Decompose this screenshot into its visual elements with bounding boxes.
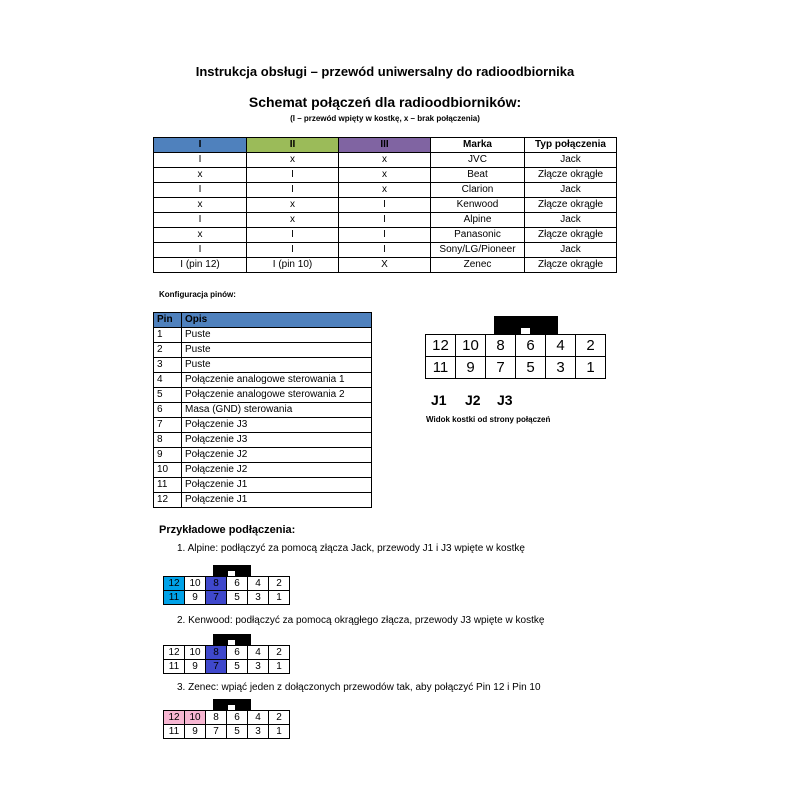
connector-pin: 9: [185, 591, 206, 605]
example-1-text: 1. Alpine: podłączyć za pomocą złącza Jack, przewody J1 i J3 wpięte w kostkę: [177, 543, 525, 554]
pin-header-cell: Opis: [182, 313, 372, 328]
connector-pin: 1: [269, 591, 290, 605]
compat-cell: I: [339, 243, 431, 258]
example-3-latch: [213, 699, 251, 710]
connector-caption: Widok kostki od strony połączeń: [426, 415, 551, 424]
example-2-latch: [213, 634, 251, 645]
connector-pin: 3: [248, 660, 269, 674]
connector-pin: 2: [576, 335, 606, 357]
pin-number: 5: [154, 388, 182, 403]
example-2-text: 2. Kenwood: podłączyć za pomocą okrągłego złącza, przewody J3 wpięte w kostkę: [177, 615, 545, 626]
pin-description: Puste: [182, 358, 372, 373]
example-3-text: 3. Zenec: wpiąć jeden z dołączonych przewodów tak, aby połączyć Pin 12 i Pin 10: [177, 682, 541, 693]
compat-cell: I: [154, 153, 247, 168]
connector-pin: 1: [269, 660, 290, 674]
compat-cell: I: [339, 198, 431, 213]
connector-pin: 5: [516, 357, 546, 379]
pin-description: Połączenie J3: [182, 433, 372, 448]
connector-pin: 9: [456, 357, 486, 379]
connector-pin: 11: [164, 725, 185, 739]
connector-pin: 10: [185, 577, 206, 591]
connector-pin: 8: [206, 577, 227, 591]
compat-header-cell: Marka: [431, 138, 525, 153]
pin-number: 2: [154, 343, 182, 358]
compat-row: [154, 213, 617, 228]
connector-pin: 1: [269, 725, 290, 739]
compat-cell: x: [247, 213, 339, 228]
pin-number: 12: [154, 493, 182, 508]
connector-pin: 5: [227, 660, 248, 674]
connector-pin: 4: [248, 577, 269, 591]
compat-cell: I: [154, 213, 247, 228]
connector-pin: 7: [206, 725, 227, 739]
connector-pin: 2: [269, 711, 290, 725]
pin-row: [154, 478, 372, 493]
connector-pin: 3: [248, 591, 269, 605]
document-title: Instrukcja obsługi – przewód uniwersalny do radioodbiornika: [195, 64, 575, 79]
example-1-latch: [213, 565, 251, 576]
compat-cell: Kenwood: [431, 198, 525, 213]
connector-pin: 10: [185, 646, 206, 660]
compat-header-cell: Typ połączenia: [525, 138, 617, 153]
pin-description: Połączenie J2: [182, 448, 372, 463]
connector-pin: 12: [426, 335, 456, 357]
label-j1: J1: [431, 392, 447, 408]
pin-description: Połączenie J1: [182, 478, 372, 493]
compat-cell: I: [247, 228, 339, 243]
example-2-connector: [163, 645, 290, 674]
connector-pin: 6: [227, 577, 248, 591]
compat-cell: x: [247, 153, 339, 168]
pin-row: [154, 343, 372, 358]
connector-pin: 11: [426, 357, 456, 379]
compatibility-table: [153, 137, 617, 273]
pin-description: Puste: [182, 328, 372, 343]
connector-pin: 4: [546, 335, 576, 357]
pin-config-label: Konfiguracja pinów:: [159, 290, 236, 299]
connector-pin: 12: [164, 711, 185, 725]
compat-cell: Złącze okrągłe: [525, 168, 617, 183]
compat-cell: x: [339, 153, 431, 168]
connector-pin: 8: [206, 646, 227, 660]
connector-pin: 11: [164, 660, 185, 674]
pin-row: [154, 493, 372, 508]
connector-pin: 4: [248, 711, 269, 725]
example-3-connector: [163, 710, 290, 739]
legend-note: (I – przewód wpięty w kostkę, x – brak połączenia): [290, 114, 480, 123]
connector-pin: 7: [206, 591, 227, 605]
compat-cell: x: [154, 168, 247, 183]
connector-pin: 5: [227, 725, 248, 739]
compat-cell: X: [339, 258, 431, 273]
compat-header-cell: I: [154, 138, 247, 153]
connector-pin: 6: [227, 711, 248, 725]
compat-cell: Alpine: [431, 213, 525, 228]
compat-cell: I: [247, 243, 339, 258]
pin-description: Połączenie analogowe sterowania 2: [182, 388, 372, 403]
pin-number: 6: [154, 403, 182, 418]
compat-cell: Złącze okrągłe: [525, 228, 617, 243]
compat-cell: I (pin 10): [247, 258, 339, 273]
connector-pin: 1: [576, 357, 606, 379]
connector-diagram: [425, 334, 606, 379]
connector-pin: 6: [516, 335, 546, 357]
pin-number: 10: [154, 463, 182, 478]
compat-cell: I: [154, 243, 247, 258]
compat-row: [154, 198, 617, 213]
pin-row: [154, 388, 372, 403]
pin-description: Połączenie analogowe sterowania 1: [182, 373, 372, 388]
connector-pin: 4: [248, 646, 269, 660]
connector-pin: 5: [227, 591, 248, 605]
compat-cell: Złącze okrągłe: [525, 258, 617, 273]
compat-cell: I: [247, 183, 339, 198]
pin-number: 3: [154, 358, 182, 373]
compat-cell: Złącze okrągłe: [525, 198, 617, 213]
compat-cell: Jack: [525, 213, 617, 228]
diagram-subtitle: Schemat połączeń dla radioodbiorników:: [248, 94, 522, 110]
connector-pin: 7: [486, 357, 516, 379]
pin-row: [154, 373, 372, 388]
pin-description: Połączenie J1: [182, 493, 372, 508]
compat-cell: I: [339, 228, 431, 243]
compat-cell: x: [339, 183, 431, 198]
pin-description: Masa (GND) sterowania: [182, 403, 372, 418]
compat-cell: Panasonic: [431, 228, 525, 243]
compat-cell: I: [339, 213, 431, 228]
compat-cell: Zenec: [431, 258, 525, 273]
connector-pin: 12: [164, 577, 185, 591]
pin-config-table: [153, 312, 372, 508]
pin-row: [154, 433, 372, 448]
pin-header-cell: Pin: [154, 313, 182, 328]
connector-pin: 6: [227, 646, 248, 660]
compat-header-cell: II: [247, 138, 339, 153]
connector-pin: 8: [206, 711, 227, 725]
compat-cell: I: [154, 183, 247, 198]
pin-description: Połączenie J2: [182, 463, 372, 478]
compat-cell: x: [154, 198, 247, 213]
connector-pin: 9: [185, 660, 206, 674]
pin-number: 4: [154, 373, 182, 388]
compat-cell: Beat: [431, 168, 525, 183]
pin-number: 8: [154, 433, 182, 448]
pin-row: [154, 358, 372, 373]
compat-cell: Jack: [525, 153, 617, 168]
label-j2: J2: [465, 392, 481, 408]
pin-number: 9: [154, 448, 182, 463]
pin-number: 1: [154, 328, 182, 343]
connector-latch: [494, 316, 558, 334]
connector-pin: 10: [456, 335, 486, 357]
compat-cell: JVC: [431, 153, 525, 168]
compat-row: [154, 258, 617, 273]
compat-cell: I: [247, 168, 339, 183]
pin-row: [154, 448, 372, 463]
connector-pin: 7: [206, 660, 227, 674]
compat-cell: x: [154, 228, 247, 243]
compat-row: [154, 228, 617, 243]
connector-pin: 3: [248, 725, 269, 739]
connector-pin: 2: [269, 577, 290, 591]
pin-row: [154, 328, 372, 343]
connector-pin: 8: [486, 335, 516, 357]
compat-cell: I (pin 12): [154, 258, 247, 273]
connector-pin: 12: [164, 646, 185, 660]
compat-row: [154, 183, 617, 198]
pin-number: 7: [154, 418, 182, 433]
connector-pin: 10: [185, 711, 206, 725]
examples-heading: Przykładowe podłączenia:: [159, 524, 296, 536]
compat-row: [154, 168, 617, 183]
compat-cell: Clarion: [431, 183, 525, 198]
connector-pin: 11: [164, 591, 185, 605]
compat-row: [154, 243, 617, 258]
compat-cell: Sony/LG/Pioneer: [431, 243, 525, 258]
example-1-connector: [163, 576, 290, 605]
compat-cell: x: [247, 198, 339, 213]
pin-number: 11: [154, 478, 182, 493]
pin-description: Połączenie J3: [182, 418, 372, 433]
connector-pin: 9: [185, 725, 206, 739]
connector-pin: 3: [546, 357, 576, 379]
compat-cell: Jack: [525, 243, 617, 258]
pin-row: [154, 403, 372, 418]
compat-cell: Jack: [525, 183, 617, 198]
pin-row: [154, 463, 372, 478]
connector-pin: 2: [269, 646, 290, 660]
compat-header-cell: III: [339, 138, 431, 153]
pin-row: [154, 418, 372, 433]
label-j3: J3: [497, 392, 513, 408]
pin-description: Puste: [182, 343, 372, 358]
compat-cell: x: [339, 168, 431, 183]
compat-row: [154, 153, 617, 168]
